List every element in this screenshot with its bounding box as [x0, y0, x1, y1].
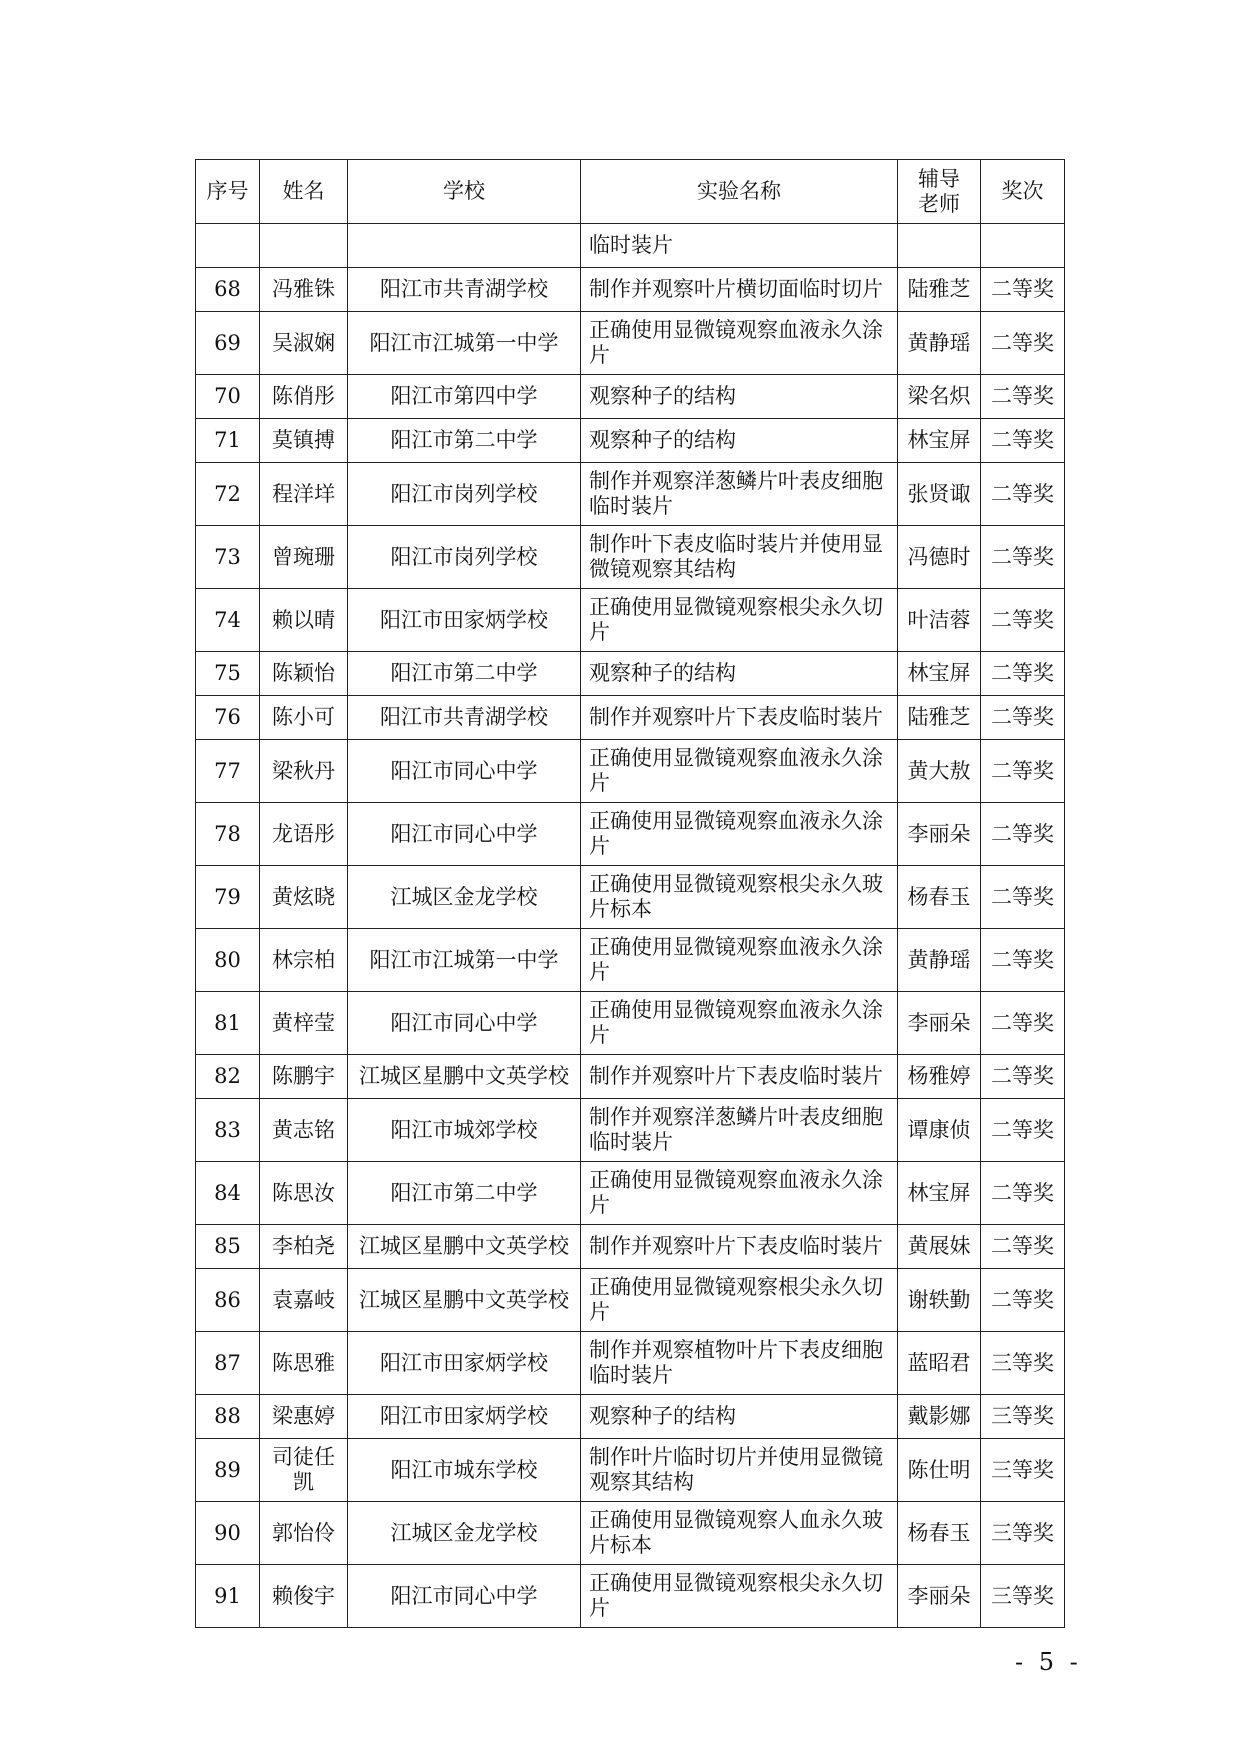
- table-row: [196, 463, 1065, 526]
- cell-teacher: 陈仕明: [898, 1439, 981, 1502]
- cell-experiment: 观察种子的结构: [581, 1395, 898, 1439]
- cell-name: 吴淑娴: [260, 312, 348, 375]
- table-row: [196, 696, 1065, 740]
- cell-award: 二等奖: [981, 866, 1065, 929]
- cell-teacher: 谭康侦: [898, 1099, 981, 1162]
- table-row: [196, 375, 1065, 419]
- table-row: [196, 1099, 1065, 1162]
- cell-teacher: 谢轶勤: [898, 1269, 981, 1332]
- cell-experiment: 制作并观察洋葱鳞片叶表皮细胞临时装片: [581, 1099, 898, 1162]
- cell-no: 88: [196, 1395, 260, 1439]
- cell-no: 71: [196, 419, 260, 463]
- cell-name: 陈俏彤: [260, 375, 348, 419]
- cell-experiment: 正确使用显微镜观察根尖永久切片: [581, 589, 898, 652]
- table-row: [196, 652, 1065, 696]
- cell-teacher: 林宝屏: [898, 419, 981, 463]
- cell-name: 袁嘉岐: [260, 1269, 348, 1332]
- cell-school: 阳江市第二中学: [348, 652, 581, 696]
- table-row: [196, 866, 1065, 929]
- cell-award: 二等奖: [981, 929, 1065, 992]
- cell-experiment: 观察种子的结构: [581, 652, 898, 696]
- cell-no: 84: [196, 1162, 260, 1225]
- table-row: [196, 803, 1065, 866]
- cell-school: 阳江市第二中学: [348, 1162, 581, 1225]
- cell-no: 74: [196, 589, 260, 652]
- cell-experiment: 正确使用显微镜观察血液永久涂片: [581, 740, 898, 803]
- table-row: [196, 1162, 1065, 1225]
- cell-teacher: 梁名炽: [898, 375, 981, 419]
- cell-experiment: 制作并观察叶片横切面临时切片: [581, 268, 898, 312]
- cell-name: 黄梓莹: [260, 992, 348, 1055]
- cell-award: [981, 224, 1065, 268]
- cell-school: 阳江市江城第一中学: [348, 929, 581, 992]
- cell-teacher: 陆雅芝: [898, 268, 981, 312]
- header-teacher: [898, 160, 981, 224]
- cell-no: 81: [196, 992, 260, 1055]
- cell-no: 85: [196, 1225, 260, 1269]
- cell-award: 二等奖: [981, 526, 1065, 589]
- header-name: 姓名: [260, 160, 348, 224]
- cell-experiment: 正确使用显微镜观察根尖永久切片: [581, 1269, 898, 1332]
- cell-teacher: 李丽朵: [898, 1565, 981, 1628]
- cell-no: 70: [196, 375, 260, 419]
- cell-award: 二等奖: [981, 268, 1065, 312]
- cell-school: 江城区星鹏中文英学校: [348, 1269, 581, 1332]
- awards-table: [195, 159, 1065, 1628]
- cell-award: 二等奖: [981, 992, 1065, 1055]
- cell-school: 江城区金龙学校: [348, 866, 581, 929]
- cell-award: 二等奖: [981, 589, 1065, 652]
- cell-school: 阳江市田家炳学校: [348, 1332, 581, 1395]
- header-award: 奖次: [981, 160, 1065, 224]
- cell-name: 赖俊宇: [260, 1565, 348, 1628]
- table-row: [196, 1395, 1065, 1439]
- cell-no: 77: [196, 740, 260, 803]
- cell-no: 82: [196, 1055, 260, 1099]
- table-row: [196, 589, 1065, 652]
- cell-award: 二等奖: [981, 652, 1065, 696]
- cell-award: 二等奖: [981, 419, 1065, 463]
- cell-name: 陈思汝: [260, 1162, 348, 1225]
- cell-no: 79: [196, 866, 260, 929]
- header-row: [196, 160, 1065, 224]
- cell-no: 75: [196, 652, 260, 696]
- table-row: [196, 312, 1065, 375]
- cell-award: 三等奖: [981, 1502, 1065, 1565]
- cell-school: 江城区星鹏中文英学校: [348, 1055, 581, 1099]
- cell-teacher: 戴影娜: [898, 1395, 981, 1439]
- cell-school: 阳江市岗列学校: [348, 526, 581, 589]
- cell-school: 阳江市第四中学: [348, 375, 581, 419]
- cell-teacher: 叶洁蓉: [898, 589, 981, 652]
- cell-school: 阳江市同心中学: [348, 803, 581, 866]
- cell-award: 二等奖: [981, 803, 1065, 866]
- cell-teacher: 黄展妹: [898, 1225, 981, 1269]
- cell-no: [196, 224, 260, 268]
- cell-teacher: 黄大敖: [898, 740, 981, 803]
- table-row: [196, 1332, 1065, 1395]
- table-row: [196, 1225, 1065, 1269]
- cell-name: 曾琬珊: [260, 526, 348, 589]
- cell-award: 三等奖: [981, 1439, 1065, 1502]
- cell-name: 陈鹏宇: [260, 1055, 348, 1099]
- page-number: - 5 -: [1015, 1648, 1082, 1676]
- cell-experiment: 制作叶片临时切片并使用显微镜观察其结构: [581, 1439, 898, 1502]
- table-row: [196, 268, 1065, 312]
- cell-school: [348, 224, 581, 268]
- cell-award: 二等奖: [981, 463, 1065, 526]
- table-body: [196, 224, 1065, 1628]
- table-row: [196, 419, 1065, 463]
- cell-experiment: 正确使用显微镜观察根尖永久切片: [581, 1565, 898, 1628]
- cell-school: 阳江市城东学校: [348, 1439, 581, 1502]
- cell-experiment: 制作并观察叶片下表皮临时装片: [581, 1055, 898, 1099]
- cell-school: 阳江市田家炳学校: [348, 589, 581, 652]
- cell-name: 龙语彤: [260, 803, 348, 866]
- cell-teacher: 杨春玉: [898, 1502, 981, 1565]
- header-school: 学校: [348, 160, 581, 224]
- cell-experiment: 正确使用显微镜观察血液永久涂片: [581, 1162, 898, 1225]
- cell-teacher: 杨雅婷: [898, 1055, 981, 1099]
- cell-no: 68: [196, 268, 260, 312]
- cell-experiment: 正确使用显微镜观察根尖永久玻片标本: [581, 866, 898, 929]
- table-row: [196, 992, 1065, 1055]
- cell-teacher: 张贤诹: [898, 463, 981, 526]
- cell-experiment: 制作叶下表皮临时装片并使用显微镜观察其结构: [581, 526, 898, 589]
- cell-experiment: 正确使用显微镜观察血液永久涂片: [581, 803, 898, 866]
- cell-name: [260, 224, 348, 268]
- cell-name: 梁惠婷: [260, 1395, 348, 1439]
- table-row: [196, 526, 1065, 589]
- cell-school: 阳江市岗列学校: [348, 463, 581, 526]
- cell-school: 阳江市江城第一中学: [348, 312, 581, 375]
- cell-school: 阳江市田家炳学校: [348, 1395, 581, 1439]
- cell-award: 二等奖: [981, 1099, 1065, 1162]
- cell-experiment: 正确使用显微镜观察血液永久涂片: [581, 929, 898, 992]
- header-teacher-line-1: 辅导: [918, 166, 960, 191]
- cell-experiment: 制作并观察洋葱鳞片叶表皮细胞临时装片: [581, 463, 898, 526]
- cell-name: 赖以晴: [260, 589, 348, 652]
- cell-no: 90: [196, 1502, 260, 1565]
- cell-award: 二等奖: [981, 1055, 1065, 1099]
- cell-school: 江城区星鹏中文英学校: [348, 1225, 581, 1269]
- cell-no: 89: [196, 1439, 260, 1502]
- cell-teacher: 黄静瑶: [898, 929, 981, 992]
- table-row: [196, 929, 1065, 992]
- cell-award: 二等奖: [981, 312, 1065, 375]
- cell-award: 二等奖: [981, 1269, 1065, 1332]
- cell-name: 程洋垟: [260, 463, 348, 526]
- cell-no: 91: [196, 1565, 260, 1628]
- cell-name: 郭怡伶: [260, 1502, 348, 1565]
- table-row: [196, 1565, 1065, 1628]
- cell-award: 二等奖: [981, 1225, 1065, 1269]
- cell-award: 二等奖: [981, 1162, 1065, 1225]
- cell-no: 86: [196, 1269, 260, 1332]
- cell-name: 李柏尧: [260, 1225, 348, 1269]
- cell-school: 阳江市共青湖学校: [348, 268, 581, 312]
- cell-no: 72: [196, 463, 260, 526]
- cell-teacher: 陆雅芝: [898, 696, 981, 740]
- cell-experiment: 制作并观察叶片下表皮临时装片: [581, 696, 898, 740]
- table-row: [196, 1439, 1065, 1502]
- cell-name: 陈小可: [260, 696, 348, 740]
- table-row: [196, 1269, 1065, 1332]
- cell-school: 阳江市同心中学: [348, 1565, 581, 1628]
- header-experiment: 实验名称: [581, 160, 898, 224]
- cell-no: 73: [196, 526, 260, 589]
- cell-award: 三等奖: [981, 1395, 1065, 1439]
- cell-experiment: 正确使用显微镜观察人血永久玻片标本: [581, 1502, 898, 1565]
- cell-name: 冯雅铢: [260, 268, 348, 312]
- cell-experiment: 正确使用显微镜观察血液永久涂片: [581, 992, 898, 1055]
- continuation-row: [196, 224, 1065, 268]
- cell-teacher: 冯德时: [898, 526, 981, 589]
- cell-teacher: 李丽朵: [898, 992, 981, 1055]
- cell-award: 二等奖: [981, 740, 1065, 803]
- cell-school: 阳江市同心中学: [348, 740, 581, 803]
- header-no: 序号: [196, 160, 260, 224]
- cell-experiment: 制作并观察植物叶片下表皮细胞临时装片: [581, 1332, 898, 1395]
- cell-name: 莫镇搏: [260, 419, 348, 463]
- cell-no: 78: [196, 803, 260, 866]
- cell-teacher: 林宝屏: [898, 1162, 981, 1225]
- cell-name: 陈颖怡: [260, 652, 348, 696]
- cell-school: 阳江市城郊学校: [348, 1099, 581, 1162]
- cell-teacher: [898, 224, 981, 268]
- cell-teacher: 黄静瑶: [898, 312, 981, 375]
- table-row: [196, 1055, 1065, 1099]
- cell-experiment: 制作并观察叶片下表皮临时装片: [581, 1225, 898, 1269]
- cell-no: 76: [196, 696, 260, 740]
- cell-name: 黄炫晓: [260, 866, 348, 929]
- cell-no: 87: [196, 1332, 260, 1395]
- cell-school: 阳江市第二中学: [348, 419, 581, 463]
- cell-award: 二等奖: [981, 696, 1065, 740]
- cell-experiment: 观察种子的结构: [581, 375, 898, 419]
- cell-no: 80: [196, 929, 260, 992]
- header-teacher-line-2: 老师: [918, 191, 960, 216]
- cell-school: 江城区金龙学校: [348, 1502, 581, 1565]
- cell-award: 三等奖: [981, 1565, 1065, 1628]
- cell-name: 梁秋丹: [260, 740, 348, 803]
- cell-experiment: 观察种子的结构: [581, 419, 898, 463]
- cell-no: 83: [196, 1099, 260, 1162]
- cell-no: 69: [196, 312, 260, 375]
- cell-name: 黄志铭: [260, 1099, 348, 1162]
- cell-teacher: 李丽朵: [898, 803, 981, 866]
- cell-teacher: 杨春玉: [898, 866, 981, 929]
- table-row: [196, 740, 1065, 803]
- cell-teacher: 林宝屏: [898, 652, 981, 696]
- table-row: [196, 1502, 1065, 1565]
- cell-award: 二等奖: [981, 375, 1065, 419]
- cell-experiment: 临时装片: [581, 224, 898, 268]
- cell-award: 三等奖: [981, 1332, 1065, 1395]
- cell-school: 阳江市同心中学: [348, 992, 581, 1055]
- cell-name: 司徒任凯: [260, 1439, 348, 1502]
- cell-experiment: 正确使用显微镜观察血液永久涂片: [581, 312, 898, 375]
- cell-name: 陈思雅: [260, 1332, 348, 1395]
- cell-teacher: 蓝昭君: [898, 1332, 981, 1395]
- cell-school: 阳江市共青湖学校: [348, 696, 581, 740]
- cell-name: 林宗柏: [260, 929, 348, 992]
